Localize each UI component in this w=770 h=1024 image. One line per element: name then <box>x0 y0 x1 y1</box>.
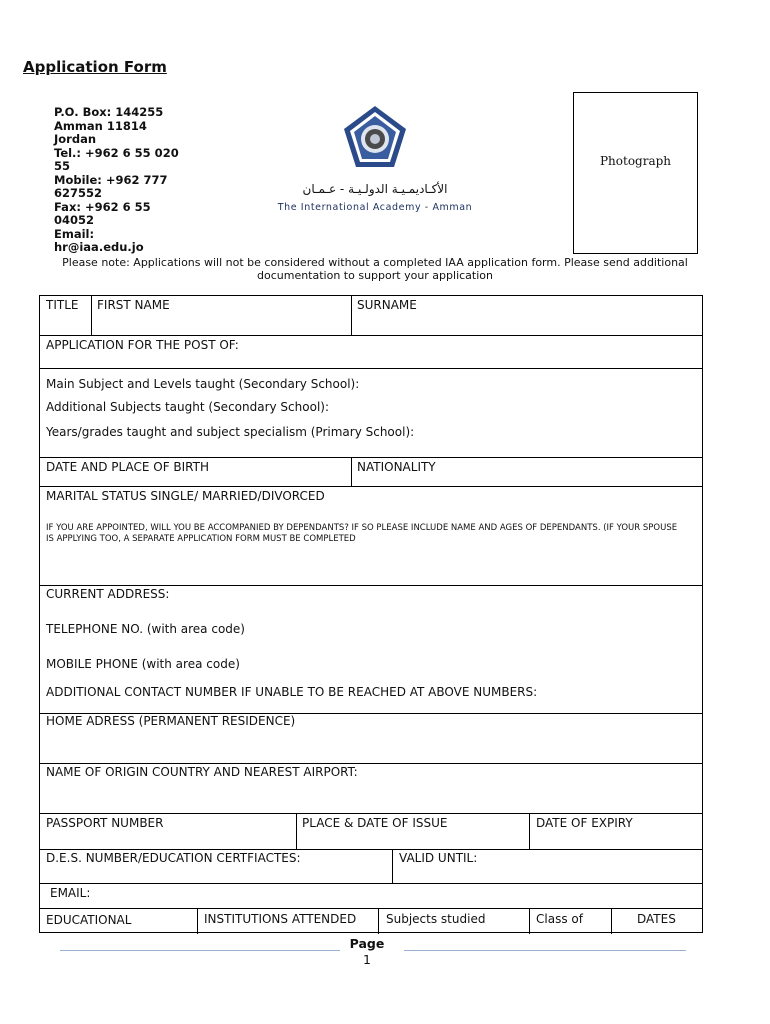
title-field[interactable]: TITLE <box>46 298 79 312</box>
contact-line: hr@iaa.edu.jo <box>54 240 144 254</box>
date-expiry-field[interactable]: DATE OF EXPIRY <box>536 816 633 830</box>
photograph-box <box>573 92 698 254</box>
contact-line: Email: <box>54 226 95 241</box>
additional-contact-field[interactable]: ADDITIONAL CONTACT NUMBER IF UNABLE TO BE REACHED AT ABOVE NUMBERS: <box>46 685 538 699</box>
surname-field[interactable]: SURNAME <box>357 298 417 312</box>
contact-line: Tel.: +962 6 55 020 55 <box>54 145 179 173</box>
first-name-field[interactable]: FIRST NAME <box>97 298 170 312</box>
des-number-field[interactable]: D.E.S. NUMBER/EDUCATION CERTFIACTES: <box>46 851 301 865</box>
email-field[interactable]: EMAIL: <box>50 886 91 900</box>
contact-line: Fax: +962 6 55 04052 <box>54 199 151 227</box>
valid-until-field[interactable]: VALID UNTIL: <box>399 851 478 865</box>
dependants-note: IF YOU ARE APPOINTED, WILL YOU BE ACCOMPANIED BY DEPENDANTS? IF SO PLEASE INCLUDE NAME AND AGES OF DEPENDANTS. (IF YOUR SPOUSE IS APPLYING TOO, A SEPARATE APPLICATION FORM MUST BE COMPLETED <box>46 523 678 544</box>
contact-line: Jordan <box>54 132 97 146</box>
origin-country-field[interactable]: NAME OF ORIGIN COUNTRY AND NEAREST AIRPORT: <box>46 765 358 779</box>
institutions-header: INSTITUTIONS ATTENDED <box>204 912 357 926</box>
page-label: Page <box>349 936 385 951</box>
contact-line: Amman 11814 <box>54 118 147 133</box>
educational-header: EDUCATIONAL <box>46 913 132 927</box>
form-title: Application Form <box>23 58 167 76</box>
place-date-issue-field[interactable]: PLACE & DATE OF ISSUE <box>302 816 448 830</box>
marital-status-field[interactable]: MARITAL STATUS SINGLE/ MARRIED/DIVORCED <box>46 489 325 503</box>
telephone-field[interactable]: TELEPHONE NO. (with area code) <box>46 622 245 636</box>
footer-divider-right <box>404 950 686 951</box>
class-of-header: Class of <box>536 912 583 926</box>
main-subject-field[interactable]: Main Subject and Levels taught (Secondary School): <box>46 377 360 391</box>
photograph-label: Photograph <box>599 154 672 168</box>
footer-divider-left <box>60 950 340 951</box>
application-note: Please note: Applications will not be considered without a completed IAA application form. Please send additional documentation to support your application <box>62 256 688 282</box>
passport-number-field[interactable]: PASSPORT NUMBER <box>46 816 164 830</box>
years-grades-field[interactable]: Years/grades taught and subject specialism (Primary School): <box>46 425 415 439</box>
contact-line: P.O. Box: 144255 <box>54 105 164 119</box>
page-number: 1 <box>363 952 371 967</box>
home-address-field[interactable]: HOME ADRESS (PERMANENT RESIDENCE) <box>46 714 296 728</box>
application-form-table <box>39 295 703 933</box>
mobile-phone-field[interactable]: MOBILE PHONE (with area code) <box>46 657 240 671</box>
academy-arabic-name: الأكـاديمـيـة الدولـيـة - عـمـان <box>302 182 448 196</box>
contact-block <box>54 106 184 255</box>
additional-subjects-field[interactable]: Additional Subjects taught (Secondary School): <box>46 400 329 414</box>
subjects-studied-header: Subjects studied <box>386 912 486 926</box>
post-field[interactable]: APPLICATION FOR THE POST OF: <box>46 338 239 352</box>
date-place-birth-field[interactable]: DATE AND PLACE OF BIRTH <box>46 460 209 474</box>
contact-line: Mobile: +962 777 627552 <box>54 172 168 200</box>
dates-header: DATES <box>637 912 676 926</box>
page-footer <box>345 936 389 968</box>
nationality-field[interactable]: NATIONALITY <box>357 460 436 474</box>
academy-english-name: The International Academy - Amman <box>277 202 473 213</box>
academy-logo-icon <box>342 104 408 170</box>
current-address-field[interactable]: CURRENT ADDRESS: <box>46 587 170 601</box>
